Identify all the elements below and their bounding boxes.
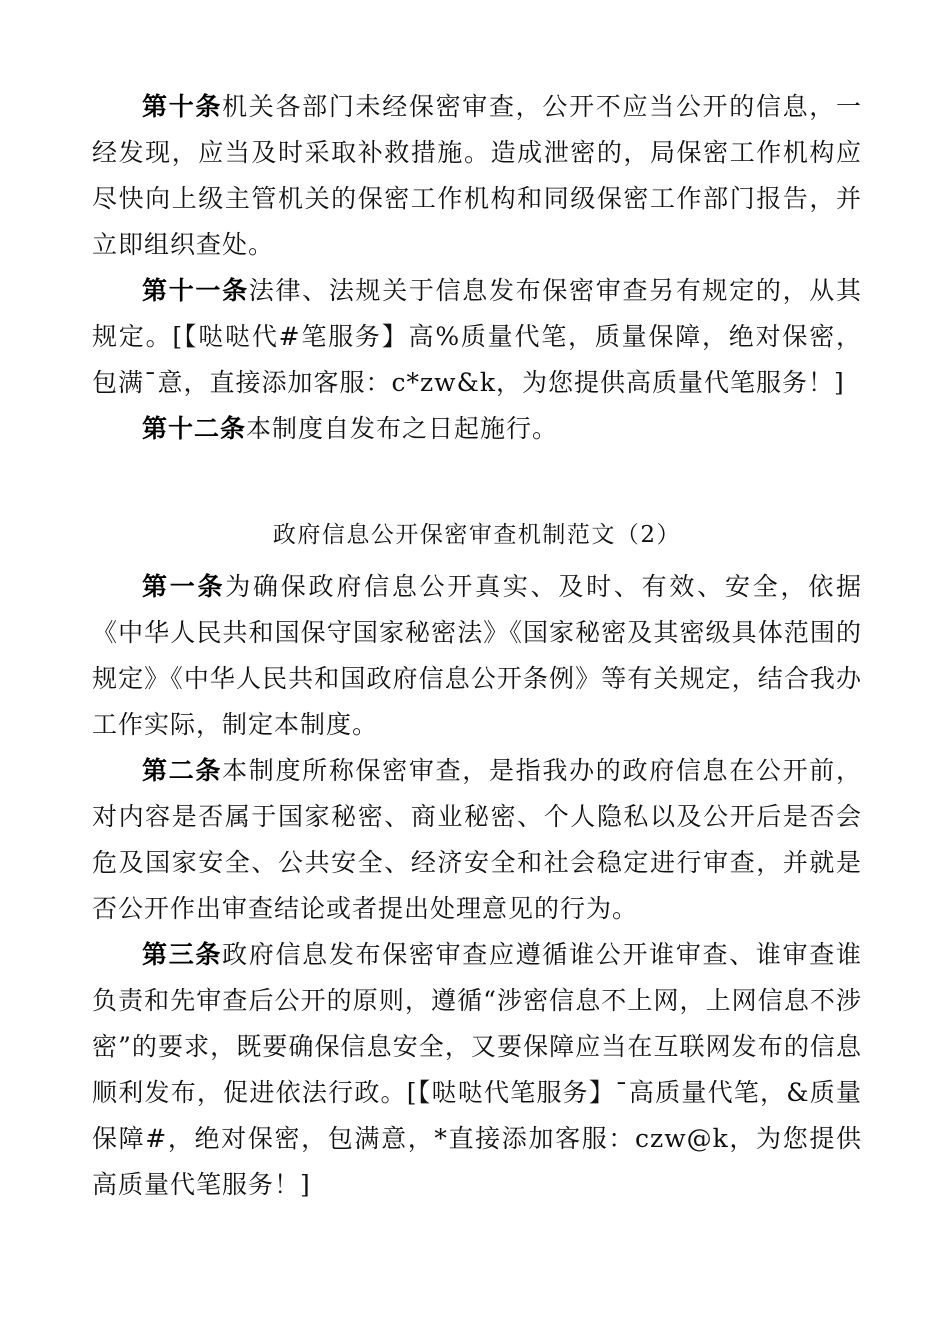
article-10-heading: 第十条 <box>142 92 223 121</box>
article-1-body: 为确保政府信息公开真实、及时、有效、安全，依据《中华人民共和国保守国家秘密法》《国家秘密及其密级具体范围的规定》《中华人民共和国政府信息公开条例》等有关规定，结合我办工作实际，制定本制度。 <box>92 572 862 739</box>
document-page <box>92 84 862 1208</box>
article-12-heading: 第十二条 <box>142 414 247 443</box>
article-11-paragraph <box>92 268 862 406</box>
article-1-heading: 第一条 <box>142 572 226 601</box>
article-1-paragraph <box>92 564 862 748</box>
article-12-paragraph <box>92 406 862 452</box>
article-12-body: 本制度自发布之日起施行。 <box>246 414 559 443</box>
article-3-heading: 第三条 <box>142 940 223 969</box>
section-title: 政府信息公开保密审查机制范文（2） <box>272 522 682 548</box>
article-10-body: 机关各部门未经保密审查，公开不应当公开的信息，一经发现，应当及时采取补救措施。造成泄密的，局保密工作机构应尽快向上级主管机关的保密工作机构和同级保密工作部门报告，并立即组织查处。 <box>92 92 862 259</box>
article-2-heading: 第二条 <box>142 756 223 785</box>
article-2-body: 本制度所称保密审查，是指我办的政府信息在公开前，对内容是否属于国家秘密、商业秘密、个人隐私以及公开后是否会危及国家安全、公共安全、经济安全和社会稳定进行审查，并就是否公开作出审查结论或者提出处理意见的行为。 <box>92 756 862 923</box>
article-3-body: 政府信息发布保密审查应遵循谁公开谁审查、谁审查谁负责和先审查后公开的原则，遵循“涉密信息不上网，上网信息不涉密”的要求，既要确保信息安全，又要保障应当在互联网发布的信息顺利发布，促进依法行政。[【哒哒代笔服务】¯高质量代笔，&质量保障#，绝对保密，包满意，*直接添加客服：czw@k，为您提供高质量代笔服务！] <box>92 940 862 1199</box>
article-3-paragraph <box>92 932 862 1208</box>
article-11-body: 法律、法规关于信息发布保密审查另有规定的，从其规定。[【哒哒代#笔服务】高%质量代笔，质量保障，绝对保密，包满¯意，直接添加客服：c*zw&k，为您提供高质量代笔服务！] <box>92 276 862 397</box>
article-11-heading: 第十一条 <box>142 276 249 305</box>
article-2-paragraph <box>92 748 862 932</box>
article-10-paragraph <box>92 84 862 268</box>
